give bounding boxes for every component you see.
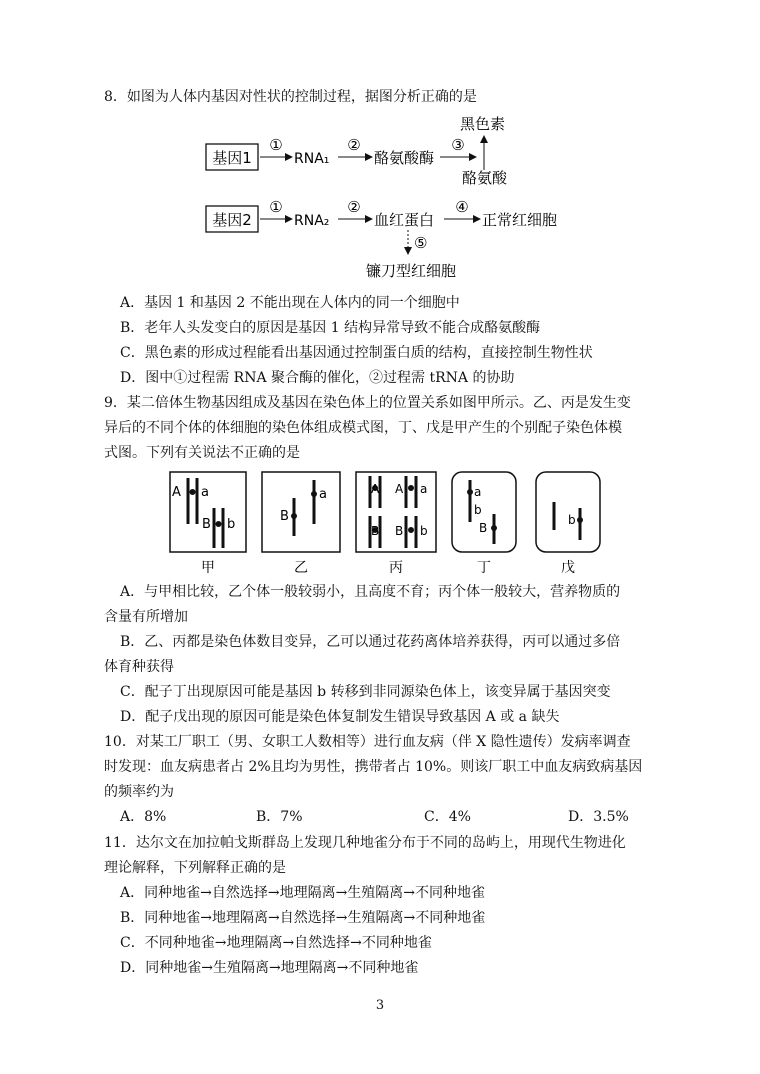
q8-option-c[interactable]: C．黑色素的形成过程能看出基因通过控制蛋白质的结构，直接控制生物性状 <box>120 345 593 361</box>
step3-label: ③ <box>451 136 465 154</box>
allele-a: a <box>201 485 209 500</box>
rna1-label: RNA₁ <box>294 151 330 167</box>
q10-option-a[interactable]: A．8% <box>120 809 167 825</box>
allele-B: B <box>280 509 289 524</box>
allele-b: b <box>227 517 236 532</box>
q11-stem-line-2: 理论解释，下列解释正确的是 <box>104 860 286 876</box>
q10-option-b[interactable]: B．7% <box>256 809 303 825</box>
allele-A: A <box>371 482 380 496</box>
allele-B: B <box>202 517 211 532</box>
allele-a: a <box>319 487 327 502</box>
panel-yi <box>262 472 340 552</box>
step2-label-1: ② <box>347 136 361 154</box>
allele-b: b <box>568 513 576 527</box>
label-yi: 乙 <box>294 560 308 576</box>
tyrosine-label: 酪氨酸 <box>462 169 508 187</box>
allele-A: A <box>395 482 404 496</box>
enzyme-label: 酪氨酸酶 <box>374 149 435 167</box>
q9-option-b[interactable]: B．乙、丙都是染色体数目变异，乙可以通过花药离体培养获得，丙可以通过多倍 <box>120 634 621 650</box>
panel-bing <box>356 472 436 552</box>
allele-b: b <box>474 503 482 517</box>
label-bing: 丙 <box>389 560 403 576</box>
q9-option-d[interactable]: D．配子戊出现的原因可能是染色体复制发生错误导致基因 A 或 a 缺失 <box>120 709 560 725</box>
q11-option-a[interactable]: A．同种地雀→自然选择→地理隔离→生殖隔离→不同种地雀 <box>120 885 486 901</box>
allele-B: B <box>395 524 404 538</box>
q8-option-a[interactable]: A．基因 1 和基因 2 不能出现在人体内的同一个细胞中 <box>120 295 460 311</box>
allele-a: a <box>474 485 482 499</box>
q11-stem-line-1: 11．达尔文在加拉帕戈斯群岛上发现几种地雀分布于不同的岛屿上，用现代生物进化 <box>104 835 626 851</box>
q9-stem-line-1: 9．某二倍体生物基因组成及基因在染色体上的位置关系如图甲所示。乙、丙是发生变 <box>104 395 631 411</box>
hemoglobin-label: 血红蛋白 <box>374 211 435 229</box>
q10-option-c[interactable]: C．4% <box>424 809 471 825</box>
q10-stem-line-3: 的频率约为 <box>104 784 174 800</box>
panel-wu <box>536 472 600 552</box>
q10-stem-line-2: 时发现：血友病患者占 2%且均为男性，携带者占 10%。则该厂职工中血友病致病基因 <box>104 759 643 775</box>
gene-control-diagram <box>200 112 560 284</box>
allele-B: B <box>371 524 380 538</box>
q9-option-a[interactable]: A．与甲相比较，乙个体一般较弱小，且高度不育；丙个体一般较大，营养物质的 <box>120 584 621 600</box>
q10-stem-line-1: 10．对某工厂职工（男、女职工人数相等）进行血友病（伴 X 隐性遗传）发病率调查 <box>104 734 631 750</box>
label-jia: 甲 <box>201 560 215 576</box>
q8-option-b[interactable]: B．老年人头发变白的原因是基因 1 结构异常导致不能合成酪氨酸酶 <box>120 320 541 336</box>
allele-B: B <box>479 521 488 535</box>
label-ding: 丁 <box>477 560 491 576</box>
gene2-label: 基因2 <box>212 211 252 229</box>
step1-label: ① <box>269 136 283 154</box>
page-number: 3 <box>375 998 385 1013</box>
gene1-label: 基因1 <box>212 149 252 167</box>
q11-option-d[interactable]: D．同种地雀→生殖隔离→地理隔离→不同种地雀 <box>120 960 419 976</box>
step5-label: ⑤ <box>414 234 428 252</box>
q8-stem: 8．如图为人体内基因对性状的控制过程，据图分析正确的是 <box>104 89 477 105</box>
q9-stem-line-3: 式图。下列有关说法不正确的是 <box>104 445 300 461</box>
rna2-label: RNA₂ <box>294 213 330 229</box>
q10-option-d[interactable]: D．3.5% <box>568 809 629 825</box>
chromosome-figure <box>166 468 606 578</box>
panel-ding <box>452 472 516 552</box>
normal-rbc-label: 正常红细胞 <box>482 211 558 229</box>
step4-label: ④ <box>455 198 469 216</box>
q9-option-b-cont: 体育种获得 <box>104 659 174 675</box>
sickle-rbc-label: 镰刀型红细胞 <box>366 262 457 280</box>
q8-option-d[interactable]: D．图中①过程需 RNA 聚合酶的催化，②过程需 tRNA 的协助 <box>120 370 515 386</box>
q11-option-c[interactable]: C．不同种地雀→地理隔离→自然选择→不同种地雀 <box>120 935 432 951</box>
step2-label-2: ② <box>347 198 361 216</box>
allele-A: A <box>172 485 181 500</box>
q9-stem-line-2: 异后的不同个体的体细胞的染色体组成模式图，丁、戊是甲产生的个别配子染色体模 <box>104 420 622 436</box>
q9-option-a-cont: 含量有所增加 <box>104 609 188 625</box>
q9-option-c[interactable]: C．配子丁出现原因可能是基因 b 转移到非同源染色体上，该变异属于基因突变 <box>120 684 611 700</box>
label-wu: 戊 <box>561 560 575 576</box>
allele-b: b <box>420 524 428 538</box>
q11-option-b[interactable]: B．同种地雀→地理隔离→自然选择→生殖隔离→不同种地雀 <box>120 910 486 926</box>
step1-label-2: ① <box>269 198 283 216</box>
allele-a: a <box>420 482 428 496</box>
melanin-label: 黑色素 <box>460 115 506 133</box>
panel-jia <box>170 472 246 552</box>
